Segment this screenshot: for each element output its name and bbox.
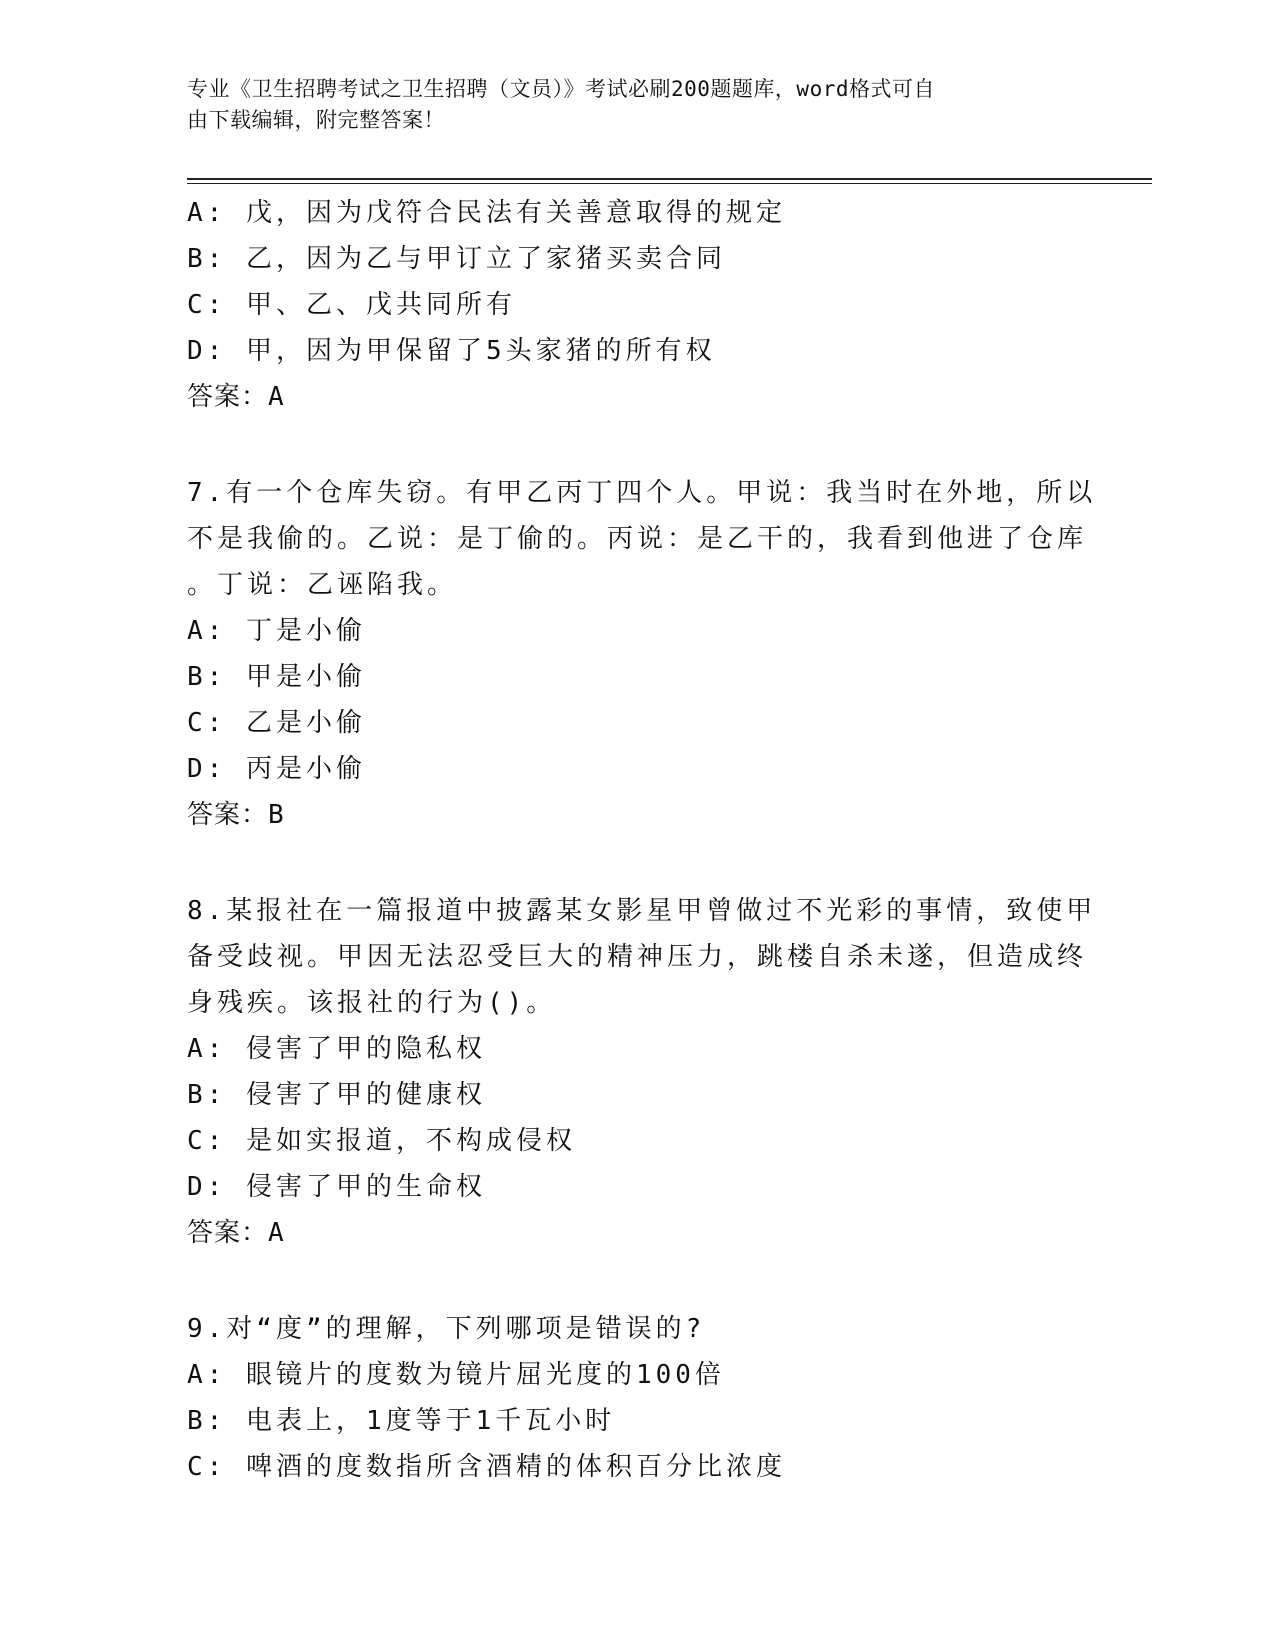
option-a: A: 侵害了甲的隐私权 — [187, 1034, 486, 1064]
question-text-line: 备受歧视。甲因无法忍受巨大的精神压力，跳楼自杀未遂，但造成终 — [187, 942, 1088, 972]
answer-line: 答案：A — [187, 382, 285, 412]
option-c: C: 甲、乙、戊共同所有 — [187, 290, 516, 320]
option-b: B: 侵害了甲的健康权 — [187, 1080, 486, 1110]
option-a: A: 丁是小偷 — [187, 616, 366, 646]
question-7 — [187, 470, 1097, 838]
option-d: D: 丙是小偷 — [187, 754, 366, 784]
option-a: A: 戊，因为戊符合民法有关善意取得的规定 — [187, 198, 786, 228]
option-c: C: 啤酒的度数指所含酒精的体积百分比浓度 — [187, 1452, 786, 1482]
question-text-line: 9.对“度”的理解，下列哪项是错误的? — [187, 1314, 706, 1344]
option-b: B: 电表上，1度等于1千瓦小时 — [187, 1406, 616, 1436]
header-rule-thin — [187, 183, 1152, 184]
option-d: D: 甲，因为甲保留了5头家猪的所有权 — [187, 336, 716, 366]
question-text-line: 。丁说：乙诬陷我。 — [187, 570, 458, 600]
option-b: B: 甲是小偷 — [187, 662, 366, 692]
question-text-line: 身残疾。该报社的行为()。 — [187, 988, 557, 1018]
question-8 — [187, 888, 1097, 1256]
option-c: C: 乙是小偷 — [187, 708, 366, 738]
spacer — [187, 420, 1067, 470]
answer-line: 答案：B — [187, 800, 285, 830]
question-content — [187, 190, 1097, 1490]
header-line-2: 由下载编辑，附完整答案！ — [187, 108, 445, 132]
document-header — [187, 74, 1067, 136]
option-b: B: 乙，因为乙与甲订立了家猪买卖合同 — [187, 244, 726, 274]
header-line-1: 专业《卫生招聘考试之卫生招聘（文员）》考试必刷200题题库，word格式可自 — [187, 77, 935, 101]
question-6 — [187, 190, 1067, 420]
option-d: D: 侵害了甲的生命权 — [187, 1172, 486, 1202]
question-text-line: 不是我偷的。乙说：是丁偷的。丙说：是乙干的，我看到他进了仓库 — [187, 524, 1088, 554]
answer-line: 答案：A — [187, 1218, 285, 1248]
question-text-line: 7.有一个仓库失窃。有甲乙丙丁四个人。甲说：我当时在外地，所以 — [187, 478, 1097, 508]
spacer — [187, 838, 1067, 888]
header-rule-thick — [187, 178, 1152, 180]
option-a: A: 眼镜片的度数为镜片屈光度的100倍 — [187, 1360, 725, 1390]
spacer — [187, 1256, 1067, 1306]
option-c: C: 是如实报道，不构成侵权 — [187, 1126, 576, 1156]
question-9 — [187, 1306, 1067, 1490]
question-text-line: 8.某报社在一篇报道中披露某女影星甲曾做过不光彩的事情，致使甲 — [187, 896, 1097, 926]
